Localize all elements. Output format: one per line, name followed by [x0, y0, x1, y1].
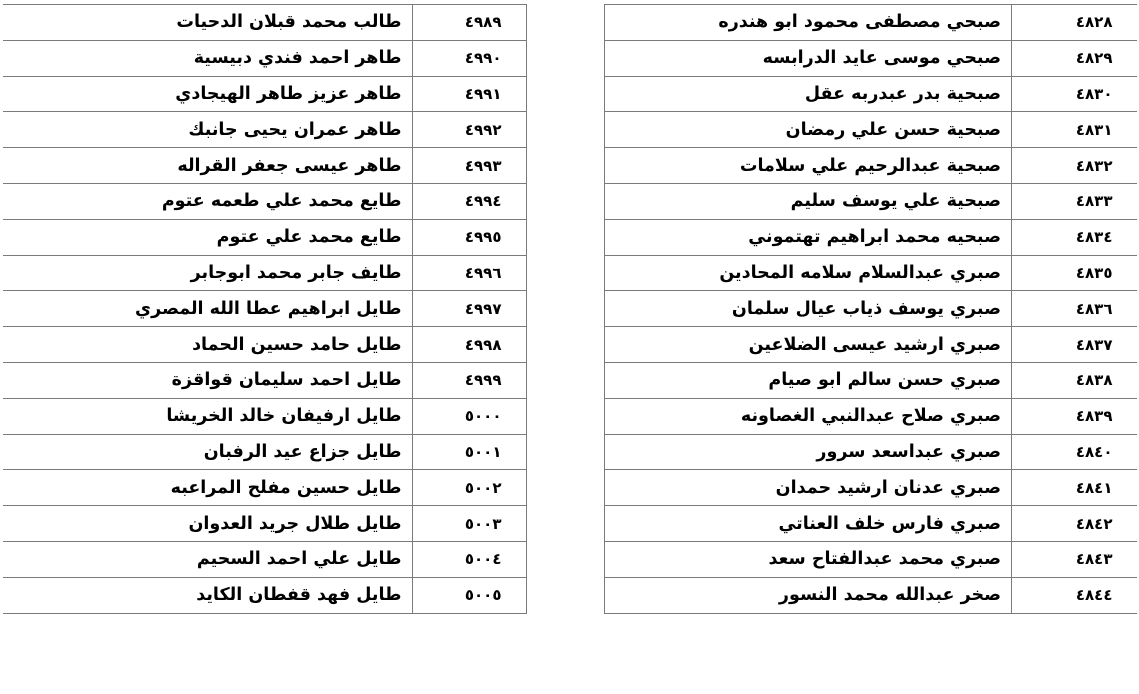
serial-number-cell: ٤٨٢٨: [1012, 5, 1137, 41]
names-table-right-body: [605, 5, 1137, 614]
person-name-cell: صبحية بدر عبدربه عقل: [605, 76, 1012, 112]
serial-number-cell: ٤٨٣٩: [1012, 398, 1137, 434]
person-name-cell: صبحي مصطفى محمود ابو هندره: [605, 5, 1012, 41]
person-name-cell: طايف جابر محمد ابوجابر: [3, 255, 412, 291]
person-name-cell: طايل احمد سليمان قواقزة: [3, 362, 412, 398]
person-name-cell: صبري ارشيد عيسى الضلاعين: [605, 327, 1012, 363]
serial-number-cell: ٤٩٩٧: [412, 291, 526, 327]
table-row: [605, 5, 1137, 41]
serial-number-cell: ٤٨٣٥: [1012, 255, 1137, 291]
person-name-cell: طايل علي احمد السحيم: [3, 541, 412, 577]
table-row: [3, 362, 526, 398]
table-row: [3, 5, 526, 41]
table-row: [605, 362, 1137, 398]
serial-number-cell: ٤٨٣٠: [1012, 76, 1137, 112]
serial-number-cell: ٥٠٠٣: [412, 506, 526, 542]
table-row: [605, 470, 1137, 506]
table-row: [3, 148, 526, 184]
table-row: [605, 398, 1137, 434]
serial-number-cell: ٤٨٤٢: [1012, 506, 1137, 542]
person-name-cell: طايل حامد حسين الحماد: [3, 327, 412, 363]
table-row: [3, 506, 526, 542]
serial-number-cell: ٤٨٣٧: [1012, 327, 1137, 363]
person-name-cell: طايل ارفيفان خالد الخريشا: [3, 398, 412, 434]
table-row: [3, 183, 526, 219]
table-row: [605, 76, 1137, 112]
serial-number-cell: ٤٩٩٩: [412, 362, 526, 398]
serial-number-cell: ٥٠٠٤: [412, 541, 526, 577]
table-row: [605, 541, 1137, 577]
serial-number-cell: ٤٩٩١: [412, 76, 526, 112]
serial-number-cell: ٥٠٠٥: [412, 577, 526, 613]
serial-number-cell: ٤٨٤٤: [1012, 577, 1137, 613]
serial-number-cell: ٤٨٣٤: [1012, 219, 1137, 255]
table-row: [605, 506, 1137, 542]
person-name-cell: طالب محمد قبلان الدحيات: [3, 5, 412, 41]
serial-number-cell: ٤٩٨٩: [412, 5, 526, 41]
names-table-right: [604, 4, 1137, 614]
names-table-left: [3, 4, 527, 614]
table-row: [3, 541, 526, 577]
person-name-cell: صبري صلاح عبدالنبي الغصاونه: [605, 398, 1012, 434]
serial-number-cell: ٤٨٤٣: [1012, 541, 1137, 577]
table-row: [605, 255, 1137, 291]
person-name-cell: صبحية حسن علي رمضان: [605, 112, 1012, 148]
person-name-cell: طايع محمد علي عتوم: [3, 219, 412, 255]
serial-number-cell: ٥٠٠٠: [412, 398, 526, 434]
person-name-cell: صبري عبداسعد سرور: [605, 434, 1012, 470]
serial-number-cell: ٤٩٩٢: [412, 112, 526, 148]
table-row: [3, 40, 526, 76]
person-name-cell: صبحية عبدالرحيم علي سلامات: [605, 148, 1012, 184]
person-name-cell: صبري يوسف ذياب عيال سلمان: [605, 291, 1012, 327]
table-row: [605, 327, 1137, 363]
serial-number-cell: ٤٩٩٤: [412, 183, 526, 219]
serial-number-cell: ٤٩٩٨: [412, 327, 526, 363]
person-name-cell: طاهر عزيز طاهر الهيجادي: [3, 76, 412, 112]
person-name-cell: صبحي موسى عايد الدرابسه: [605, 40, 1012, 76]
person-name-cell: صبري محمد عبدالفتاح سعد: [605, 541, 1012, 577]
table-row: [3, 577, 526, 613]
person-name-cell: صبري عبدالسلام سلامه المحادين: [605, 255, 1012, 291]
names-table-left-body: [3, 5, 526, 614]
table-row: [605, 291, 1137, 327]
person-name-cell: صبحية علي يوسف سليم: [605, 183, 1012, 219]
table-row: [3, 219, 526, 255]
serial-number-cell: ٤٩٩٥: [412, 219, 526, 255]
person-name-cell: طاهر احمد فندي دبيسية: [3, 40, 412, 76]
table-row: [3, 434, 526, 470]
serial-number-cell: ٤٩٩٣: [412, 148, 526, 184]
person-name-cell: طايع محمد علي طعمه عتوم: [3, 183, 412, 219]
table-row: [3, 112, 526, 148]
person-name-cell: طايل فهد قفطان الكايد: [3, 577, 412, 613]
table-row: [3, 255, 526, 291]
serial-number-cell: ٤٨٣٣: [1012, 183, 1137, 219]
serial-number-cell: ٥٠٠١: [412, 434, 526, 470]
serial-number-cell: ٤٨٣١: [1012, 112, 1137, 148]
table-row: [605, 434, 1137, 470]
person-name-cell: صبري عدنان ارشيد حمدان: [605, 470, 1012, 506]
serial-number-cell: ٤٨٤٠: [1012, 434, 1137, 470]
serial-number-cell: ٤٨٤١: [1012, 470, 1137, 506]
table-row: [605, 40, 1137, 76]
person-name-cell: صبري فارس خلف العناتي: [605, 506, 1012, 542]
serial-number-cell: ٥٠٠٢: [412, 470, 526, 506]
serial-number-cell: ٤٨٣٨: [1012, 362, 1137, 398]
table-row: [605, 183, 1137, 219]
table-row: [605, 112, 1137, 148]
table-row: [605, 577, 1137, 613]
person-name-cell: طايل ابراهيم عطا الله المصري: [3, 291, 412, 327]
serial-number-cell: ٤٩٩٦: [412, 255, 526, 291]
table-row: [3, 398, 526, 434]
serial-number-cell: ٤٨٣٢: [1012, 148, 1137, 184]
person-name-cell: طاهر عمران يحيى جانبك: [3, 112, 412, 148]
table-row: [605, 219, 1137, 255]
person-name-cell: صخر عبدالله محمد النسور: [605, 577, 1012, 613]
table-row: [3, 291, 526, 327]
person-name-cell: طايل جزاع عيد الرفبان: [3, 434, 412, 470]
serial-number-cell: ٤٨٢٩: [1012, 40, 1137, 76]
person-name-cell: طايل طلال جريد العدوان: [3, 506, 412, 542]
table-row: [3, 76, 526, 112]
serial-number-cell: ٤٩٩٠: [412, 40, 526, 76]
person-name-cell: صبحيه محمد ابراهيم تهتموني: [605, 219, 1012, 255]
table-row: [3, 470, 526, 506]
person-name-cell: طايل حسين مفلح المراعبه: [3, 470, 412, 506]
table-row: [605, 148, 1137, 184]
serial-number-cell: ٤٨٣٦: [1012, 291, 1137, 327]
person-name-cell: صبري حسن سالم ابو صيام: [605, 362, 1012, 398]
person-name-cell: طاهر عيسى جعفر القراله: [3, 148, 412, 184]
table-row: [3, 327, 526, 363]
